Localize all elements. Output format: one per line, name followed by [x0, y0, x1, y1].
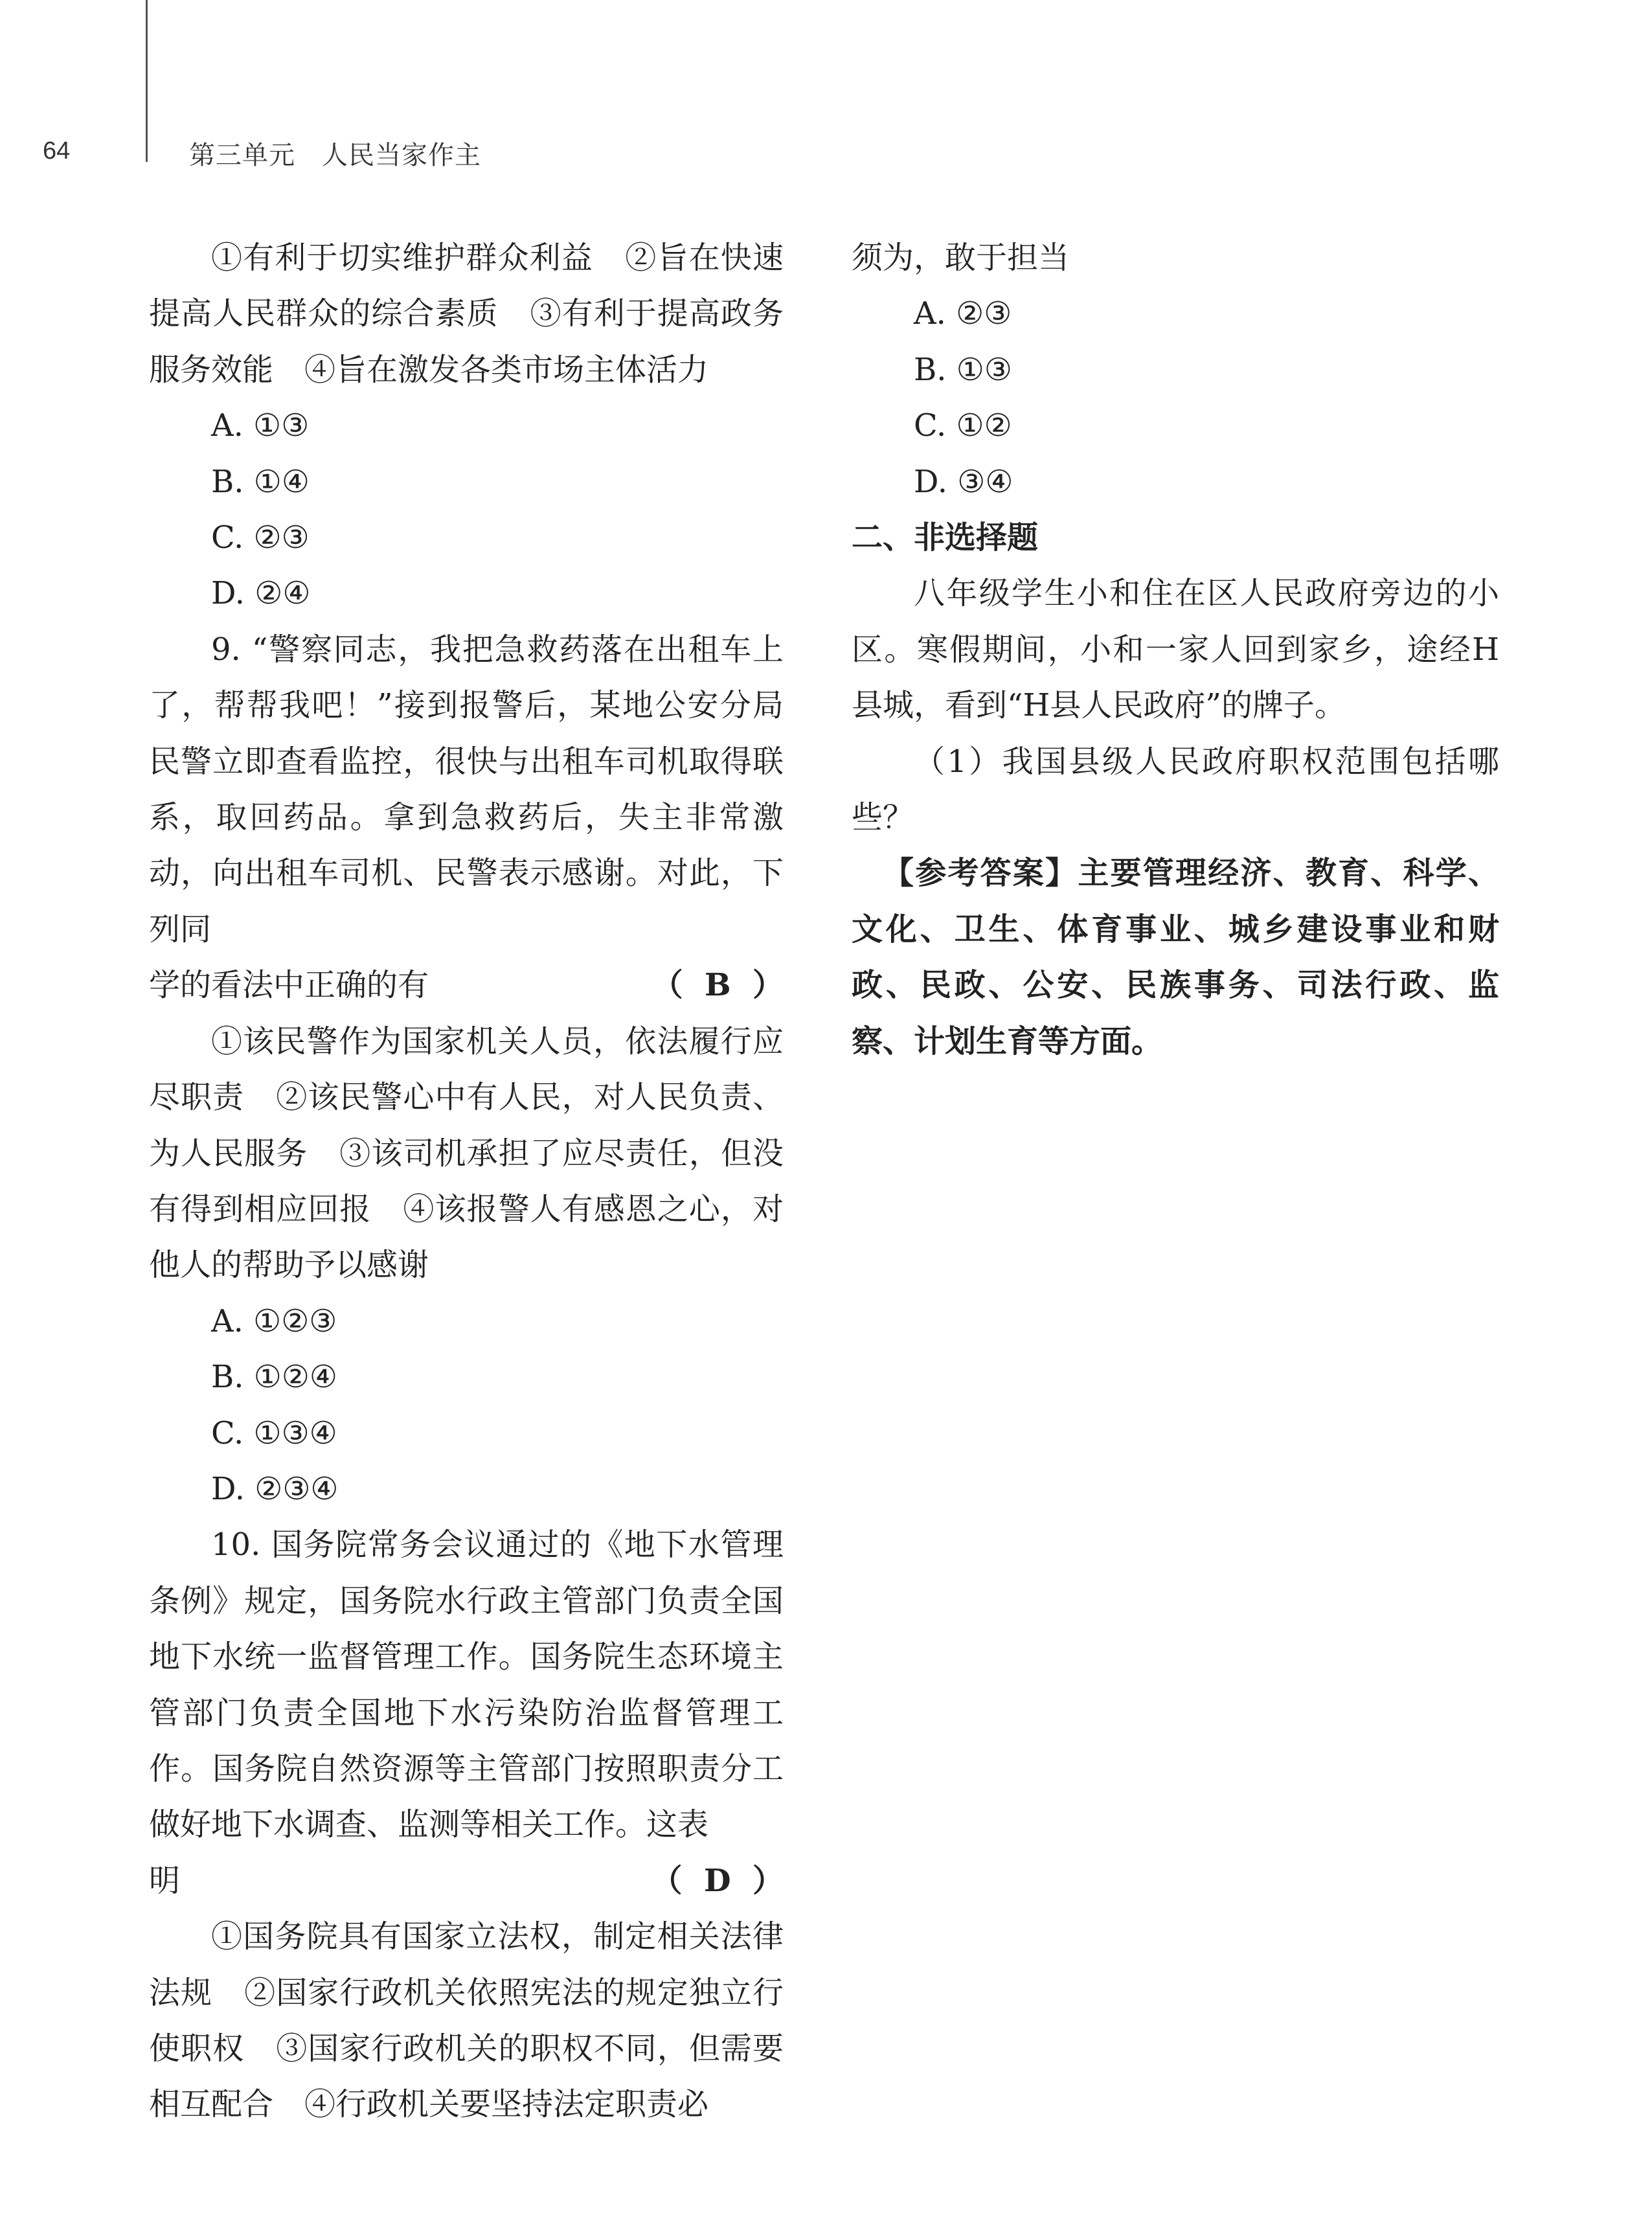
running-title: 第三单元 人民当家作主	[189, 141, 481, 170]
q9-option-b: B. ①②④	[211, 1359, 337, 1396]
page-number: 64	[43, 137, 71, 165]
q9-option-d: D. ②③④	[211, 1470, 339, 1507]
material-text: 八年级学生小和住在区人民政府旁边的小区。寒假期间，小和一家人回到家乡，途经H县城，看到“H县人民政府”的牌子。	[852, 575, 1499, 724]
q9-answer: （ B ）	[651, 967, 784, 1004]
q8-statements: ①有利于切实维护群众利益 ②旨在快速提高人民群众的综合素质 ③有利于提高政务服务效能 ④旨在激发各类市场主体活力	[149, 240, 784, 388]
q8-option-d: D. ②④	[211, 575, 311, 612]
left-column	[149, 230, 784, 2133]
q8-option-b: B. ①④	[211, 463, 310, 500]
q10-statements: ①国务院具有国家立法权，制定相关法律法规 ②国家行政机关依照宪法的规定独立行使职权 ③国家行政机关的职权不同，但需要相互配合 ④行政机关要坚持法定职责必	[149, 1918, 784, 2123]
right-column	[852, 230, 1499, 1069]
q10-option-b: B. ①③	[914, 351, 1012, 388]
q9-stem: 9. “警察同志，我把急救药落在出租车上了，帮帮我吧！”接到报警后，某地公安分局民警立即查看监控，很快与出租车司机取得联系，取回药品。拿到急救药后，失主非常激动，向出租车司机、民警表示感谢。对此，下列同	[149, 631, 784, 948]
q10-option-c: C. ①②	[914, 407, 1012, 444]
q8-option-a: A. ①③	[211, 407, 310, 444]
sub-question: （1）我国县级人民政府职权范围包括哪些？	[852, 743, 1499, 836]
q10-stem-end: 明	[149, 1862, 181, 1899]
q10-statements-continued: 须为，敢于担当	[852, 240, 1070, 276]
q9-option-c: C. ①③④	[211, 1414, 337, 1451]
header-divider	[146, 0, 148, 162]
q8-option-c: C. ②③	[211, 519, 310, 556]
q10-stem: 10. 国务院常务会议通过的《地下水管理条例》规定，国务院水行政主管部门负责全国地下水统一监督管理工作。国务院生态环境主管部门负责全国地下水污染防治监督管理工作。国务院自然资源等主管部门按照职责分工做好地下水调查、监测等相关工作。这表	[149, 1527, 784, 1843]
q9-stem-end: 学的看法中正确的有	[149, 967, 429, 1004]
q10-stem-last-line	[149, 1853, 784, 1909]
q10-option-d: D. ③④	[914, 463, 1013, 500]
section-heading: 二、非选择题	[852, 519, 1039, 556]
q10-answer: （ D ）	[651, 1862, 784, 1899]
q9-option-a: A. ①②③	[211, 1302, 337, 1339]
q9-statements: ①该民警作为国家机关人员，依法履行应尽职责 ②该民警心中有人民，对人民负责、为人民服务 ③该司机承担了应尽责任，但没有得到相应回报 ④该报警人有感恩之心，对他人的帮助予以感谢	[149, 1023, 784, 1284]
q9-stem-last-line	[149, 957, 784, 1013]
q10-option-a: A. ②③	[914, 295, 1012, 332]
reference-answer: 【参考答案】主要管理经济、教育、科学、文化、卫生、体育事业、城乡建设事业和财政、民政、公安、民族事务、司法行政、监察、计划生育等方面。	[852, 855, 1499, 1060]
